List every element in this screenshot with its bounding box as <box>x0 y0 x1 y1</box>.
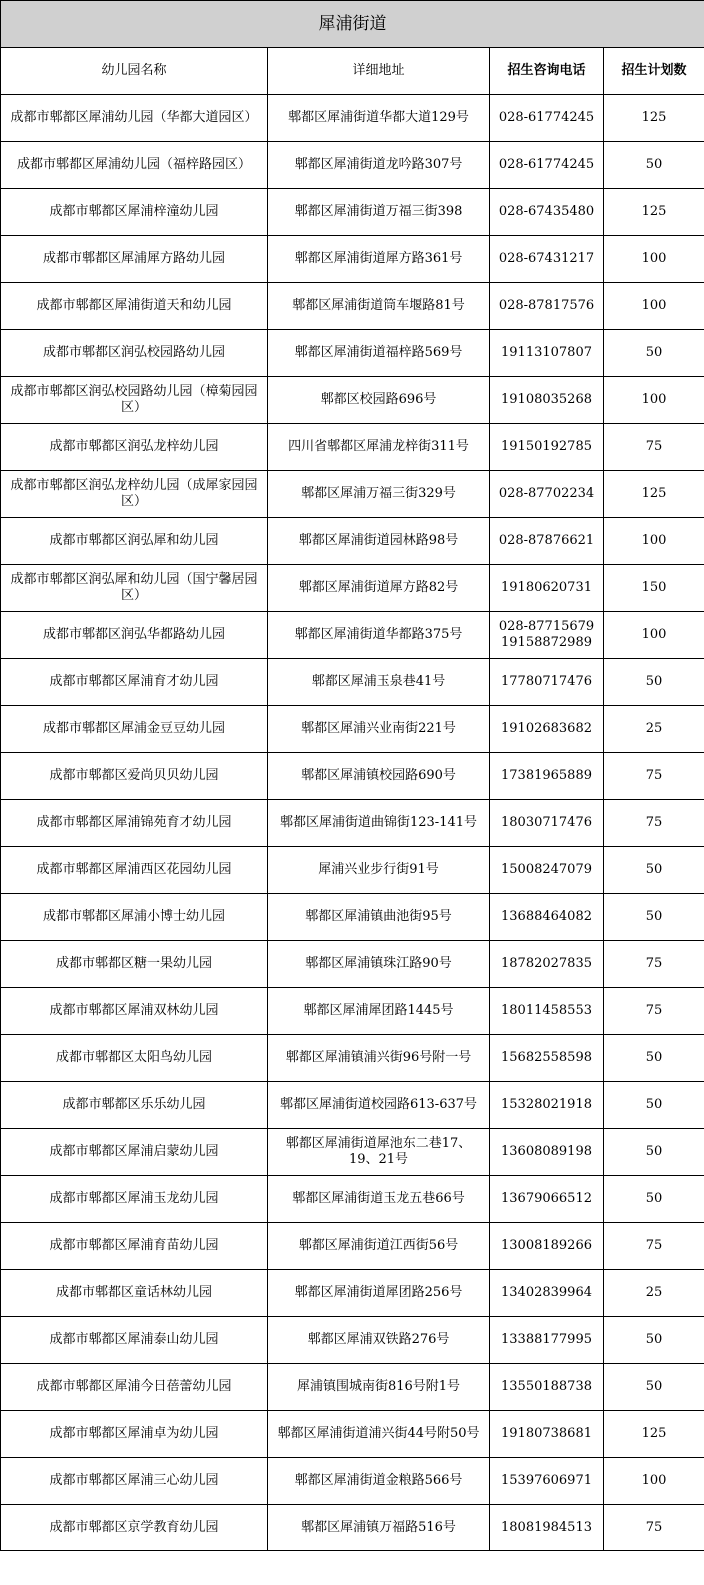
kindergarten-name: 成都市郫都区犀浦今日蓓蕾幼儿园 <box>1 1364 268 1411</box>
kindergarten-name: 成都市郫都区犀浦梓潼幼儿园 <box>1 189 268 236</box>
enrollment-phone: 13679066512 <box>490 1176 604 1223</box>
kindergarten-address: 郫都区犀浦双铁路276号 <box>268 1317 490 1364</box>
enrollment-plan: 50 <box>604 1082 704 1129</box>
table-row <box>1 471 704 518</box>
table-row <box>1 988 704 1035</box>
enrollment-phone: 13008189266 <box>490 1223 604 1270</box>
enrollment-plan: 100 <box>604 283 704 330</box>
kindergarten-address: 郫都区犀浦街道曲锦街123-141号 <box>268 800 490 847</box>
kindergarten-name: 成都市郫都区爱尚贝贝幼儿园 <box>1 753 268 800</box>
kindergarten-name: 成都市郫都区润弘校园路幼儿园 <box>1 330 268 377</box>
enrollment-plan: 125 <box>604 1411 704 1458</box>
kindergarten-address: 郫都区犀浦街道华都路375号 <box>268 612 490 659</box>
kindergarten-name: 成都市郫都区犀浦卓为幼儿园 <box>1 1411 268 1458</box>
kindergarten-name: 成都市郫都区犀浦玉龙幼儿园 <box>1 1176 268 1223</box>
enrollment-phone: 028-87715679 19158872989 <box>490 612 604 659</box>
kindergarten-address: 犀浦兴业步行街91号 <box>268 847 490 894</box>
kindergarten-address: 郫都区犀浦街道校园路613-637号 <box>268 1082 490 1129</box>
kindergarten-name: 成都市郫都区犀浦泰山幼儿园 <box>1 1317 268 1364</box>
enrollment-plan: 75 <box>604 1505 704 1551</box>
enrollment-plan: 75 <box>604 988 704 1035</box>
enrollment-plan: 125 <box>604 189 704 236</box>
kindergarten-address: 郫都区犀浦街道犀方路361号 <box>268 236 490 283</box>
enrollment-plan: 50 <box>604 1035 704 1082</box>
kindergarten-address: 郫都区犀浦街道玉龙五巷66号 <box>268 1176 490 1223</box>
kindergarten-address: 郫都区犀浦街道福梓路569号 <box>268 330 490 377</box>
enrollment-phone: 19102683682 <box>490 706 604 753</box>
table-row <box>1 142 704 189</box>
kindergarten-address: 郫都区犀浦街道筒车堰路81号 <box>268 283 490 330</box>
enrollment-phone: 028-87702234 <box>490 471 604 518</box>
table-row <box>1 565 704 612</box>
column-header-phone: 招生咨询电话 <box>490 48 604 95</box>
enrollment-phone: 18011458553 <box>490 988 604 1035</box>
enrollment-plan: 100 <box>604 518 704 565</box>
enrollment-phone: 18081984513 <box>490 1505 604 1551</box>
table-row <box>1 1411 704 1458</box>
enrollment-plan: 75 <box>604 941 704 988</box>
kindergarten-address: 郫都区犀浦街道江西街56号 <box>268 1223 490 1270</box>
table-row <box>1 1035 704 1082</box>
table-row <box>1 283 704 330</box>
kindergarten-name: 成都市郫都区润弘龙梓幼儿园 <box>1 424 268 471</box>
enrollment-plan: 100 <box>604 377 704 424</box>
kindergarten-name: 成都市郫都区京学教育幼儿园 <box>1 1505 268 1551</box>
enrollment-phone: 17381965889 <box>490 753 604 800</box>
kindergarten-name: 成都市郫都区润弘犀和幼儿园（国宁馨居园区） <box>1 565 268 612</box>
kindergarten-name: 成都市郫都区糖一果幼儿园 <box>1 941 268 988</box>
enrollment-phone: 18030717476 <box>490 800 604 847</box>
enrollment-phone: 13688464082 <box>490 894 604 941</box>
kindergarten-name: 成都市郫都区犀浦幼儿园（华都大道园区） <box>1 95 268 142</box>
table-row <box>1 518 704 565</box>
table-row <box>1 1364 704 1411</box>
enrollment-phone: 15328021918 <box>490 1082 604 1129</box>
table-body <box>1 95 704 1551</box>
enrollment-plan: 50 <box>604 330 704 377</box>
kindergarten-address: 郫都区犀浦镇校园路690号 <box>268 753 490 800</box>
enrollment-plan: 50 <box>604 142 704 189</box>
table-row <box>1 1176 704 1223</box>
table-row <box>1 1317 704 1364</box>
kindergarten-address: 郫都区犀浦街道华都大道129号 <box>268 95 490 142</box>
kindergarten-name: 成都市郫都区犀浦街道天和幼儿园 <box>1 283 268 330</box>
table-row <box>1 847 704 894</box>
kindergarten-address: 郫都区校园路696号 <box>268 377 490 424</box>
kindergarten-address: 郫都区犀浦街道金粮路566号 <box>268 1458 490 1505</box>
column-header-address: 详细地址 <box>268 48 490 95</box>
table-row <box>1 236 704 283</box>
enrollment-phone: 13388177995 <box>490 1317 604 1364</box>
enrollment-phone: 13550188738 <box>490 1364 604 1411</box>
kindergarten-address: 郫都区犀浦镇曲池街95号 <box>268 894 490 941</box>
enrollment-plan: 50 <box>604 1129 704 1176</box>
kindergarten-address: 郫都区犀浦街道浦兴街44号附50号 <box>268 1411 490 1458</box>
kindergarten-name: 成都市郫都区犀浦锦苑育才幼儿园 <box>1 800 268 847</box>
table-row <box>1 95 704 142</box>
enrollment-plan: 25 <box>604 706 704 753</box>
table-row <box>1 800 704 847</box>
enrollment-phone: 13608089198 <box>490 1129 604 1176</box>
enrollment-plan: 75 <box>604 424 704 471</box>
kindergarten-name: 成都市郫都区犀浦育才幼儿园 <box>1 659 268 706</box>
table-row <box>1 330 704 377</box>
kindergarten-name: 成都市郫都区润弘龙梓幼儿园（成犀家园园区） <box>1 471 268 518</box>
kindergarten-address: 郫都区犀浦街道犀团路256号 <box>268 1270 490 1317</box>
enrollment-phone: 17780717476 <box>490 659 604 706</box>
kindergarten-name: 成都市郫都区润弘华都路幼儿园 <box>1 612 268 659</box>
table-row <box>1 1458 704 1505</box>
kindergarten-name: 成都市郫都区犀浦幼儿园（福梓路园区） <box>1 142 268 189</box>
enrollment-plan: 50 <box>604 1364 704 1411</box>
enrollment-plan: 75 <box>604 1223 704 1270</box>
kindergarten-name: 成都市郫都区乐乐幼儿园 <box>1 1082 268 1129</box>
kindergarten-name: 成都市郫都区犀浦三心幼儿园 <box>1 1458 268 1505</box>
kindergarten-address: 郫都区犀浦街道龙吟路307号 <box>268 142 490 189</box>
header-row <box>1 48 704 95</box>
table-row <box>1 377 704 424</box>
column-header-name: 幼儿园名称 <box>1 48 268 95</box>
enrollment-phone: 028-61774245 <box>490 95 604 142</box>
table-row <box>1 612 704 659</box>
kindergarten-address: 郫都区犀浦街道犀方路82号 <box>268 565 490 612</box>
table-row <box>1 706 704 753</box>
kindergarten-address: 郫都区犀浦犀团路1445号 <box>268 988 490 1035</box>
enrollment-plan: 25 <box>604 1270 704 1317</box>
enrollment-phone: 19108035268 <box>490 377 604 424</box>
enrollment-phone: 19180620731 <box>490 565 604 612</box>
kindergarten-address: 郫都区犀浦玉泉巷41号 <box>268 659 490 706</box>
enrollment-phone: 19150192785 <box>490 424 604 471</box>
enrollment-plan: 125 <box>604 471 704 518</box>
table-row <box>1 941 704 988</box>
enrollment-plan: 75 <box>604 753 704 800</box>
kindergarten-address: 郫都区犀浦街道万福三街398 <box>268 189 490 236</box>
enrollment-plan: 50 <box>604 847 704 894</box>
enrollment-phone: 13402839964 <box>490 1270 604 1317</box>
kindergarten-address: 郫都区犀浦万福三街329号 <box>268 471 490 518</box>
enrollment-phone: 19113107807 <box>490 330 604 377</box>
table-row <box>1 1223 704 1270</box>
enrollment-phone: 028-87817576 <box>490 283 604 330</box>
kindergarten-address: 郫都区犀浦镇浦兴街96号附一号 <box>268 1035 490 1082</box>
enrollment-phone: 15682558598 <box>490 1035 604 1082</box>
kindergarten-address: 四川省郫都区犀浦龙梓街311号 <box>268 424 490 471</box>
enrollment-plan: 75 <box>604 800 704 847</box>
enrollment-plan: 50 <box>604 1176 704 1223</box>
table-row <box>1 1270 704 1317</box>
column-header-plan: 招生计划数 <box>604 48 704 95</box>
enrollment-plan: 50 <box>604 659 704 706</box>
kindergarten-address: 犀浦镇围城南街816号附1号 <box>268 1364 490 1411</box>
kindergarten-address: 郫都区犀浦街道犀池东二巷17、19、21号 <box>268 1129 490 1176</box>
title-row <box>1 1 704 48</box>
kindergarten-name: 成都市郫都区童话林幼儿园 <box>1 1270 268 1317</box>
table-row <box>1 424 704 471</box>
kindergarten-name: 成都市郫都区润弘犀和幼儿园 <box>1 518 268 565</box>
kindergarten-name: 成都市郫都区犀浦育苗幼儿园 <box>1 1223 268 1270</box>
table-row <box>1 189 704 236</box>
enrollment-phone: 15008247079 <box>490 847 604 894</box>
enrollment-phone: 18782027835 <box>490 941 604 988</box>
table-row <box>1 894 704 941</box>
enrollment-plan: 100 <box>604 612 704 659</box>
enrollment-plan: 100 <box>604 1458 704 1505</box>
kindergarten-address: 郫都区犀浦镇万福路516号 <box>268 1505 490 1551</box>
enrollment-phone: 028-67435480 <box>490 189 604 236</box>
kindergarten-address: 郫都区犀浦兴业南街221号 <box>268 706 490 753</box>
kindergarten-name: 成都市郫都区犀浦双林幼儿园 <box>1 988 268 1035</box>
kindergarten-address: 郫都区犀浦镇珠江路90号 <box>268 941 490 988</box>
enrollment-phone: 028-87876621 <box>490 518 604 565</box>
table-row <box>1 659 704 706</box>
enrollment-plan: 50 <box>604 894 704 941</box>
kindergarten-name: 成都市郫都区犀浦犀方路幼儿园 <box>1 236 268 283</box>
kindergarten-name: 成都市郫都区润弘校园路幼儿园（樟菊园园区） <box>1 377 268 424</box>
enrollment-plan: 50 <box>604 1317 704 1364</box>
table-row <box>1 753 704 800</box>
kindergarten-name: 成都市郫都区太阳鸟幼儿园 <box>1 1035 268 1082</box>
enrollment-plan: 150 <box>604 565 704 612</box>
table-title: 犀浦街道 <box>1 1 704 48</box>
enrollment-phone: 15397606971 <box>490 1458 604 1505</box>
enrollment-phone: 028-67431217 <box>490 236 604 283</box>
table-row <box>1 1129 704 1176</box>
kindergarten-name: 成都市郫都区犀浦小博士幼儿园 <box>1 894 268 941</box>
table-row <box>1 1082 704 1129</box>
kindergarten-address: 郫都区犀浦街道园林路98号 <box>268 518 490 565</box>
enrollment-plan: 100 <box>604 236 704 283</box>
kindergarten-name: 成都市郫都区犀浦金豆豆幼儿园 <box>1 706 268 753</box>
kindergarten-name: 成都市郫都区犀浦启蒙幼儿园 <box>1 1129 268 1176</box>
kindergarten-name: 成都市郫都区犀浦西区花园幼儿园 <box>1 847 268 894</box>
table-row <box>1 1505 704 1551</box>
enrollment-plan: 125 <box>604 95 704 142</box>
enrollment-phone: 19180738681 <box>490 1411 604 1458</box>
enrollment-phone: 028-61774245 <box>490 142 604 189</box>
